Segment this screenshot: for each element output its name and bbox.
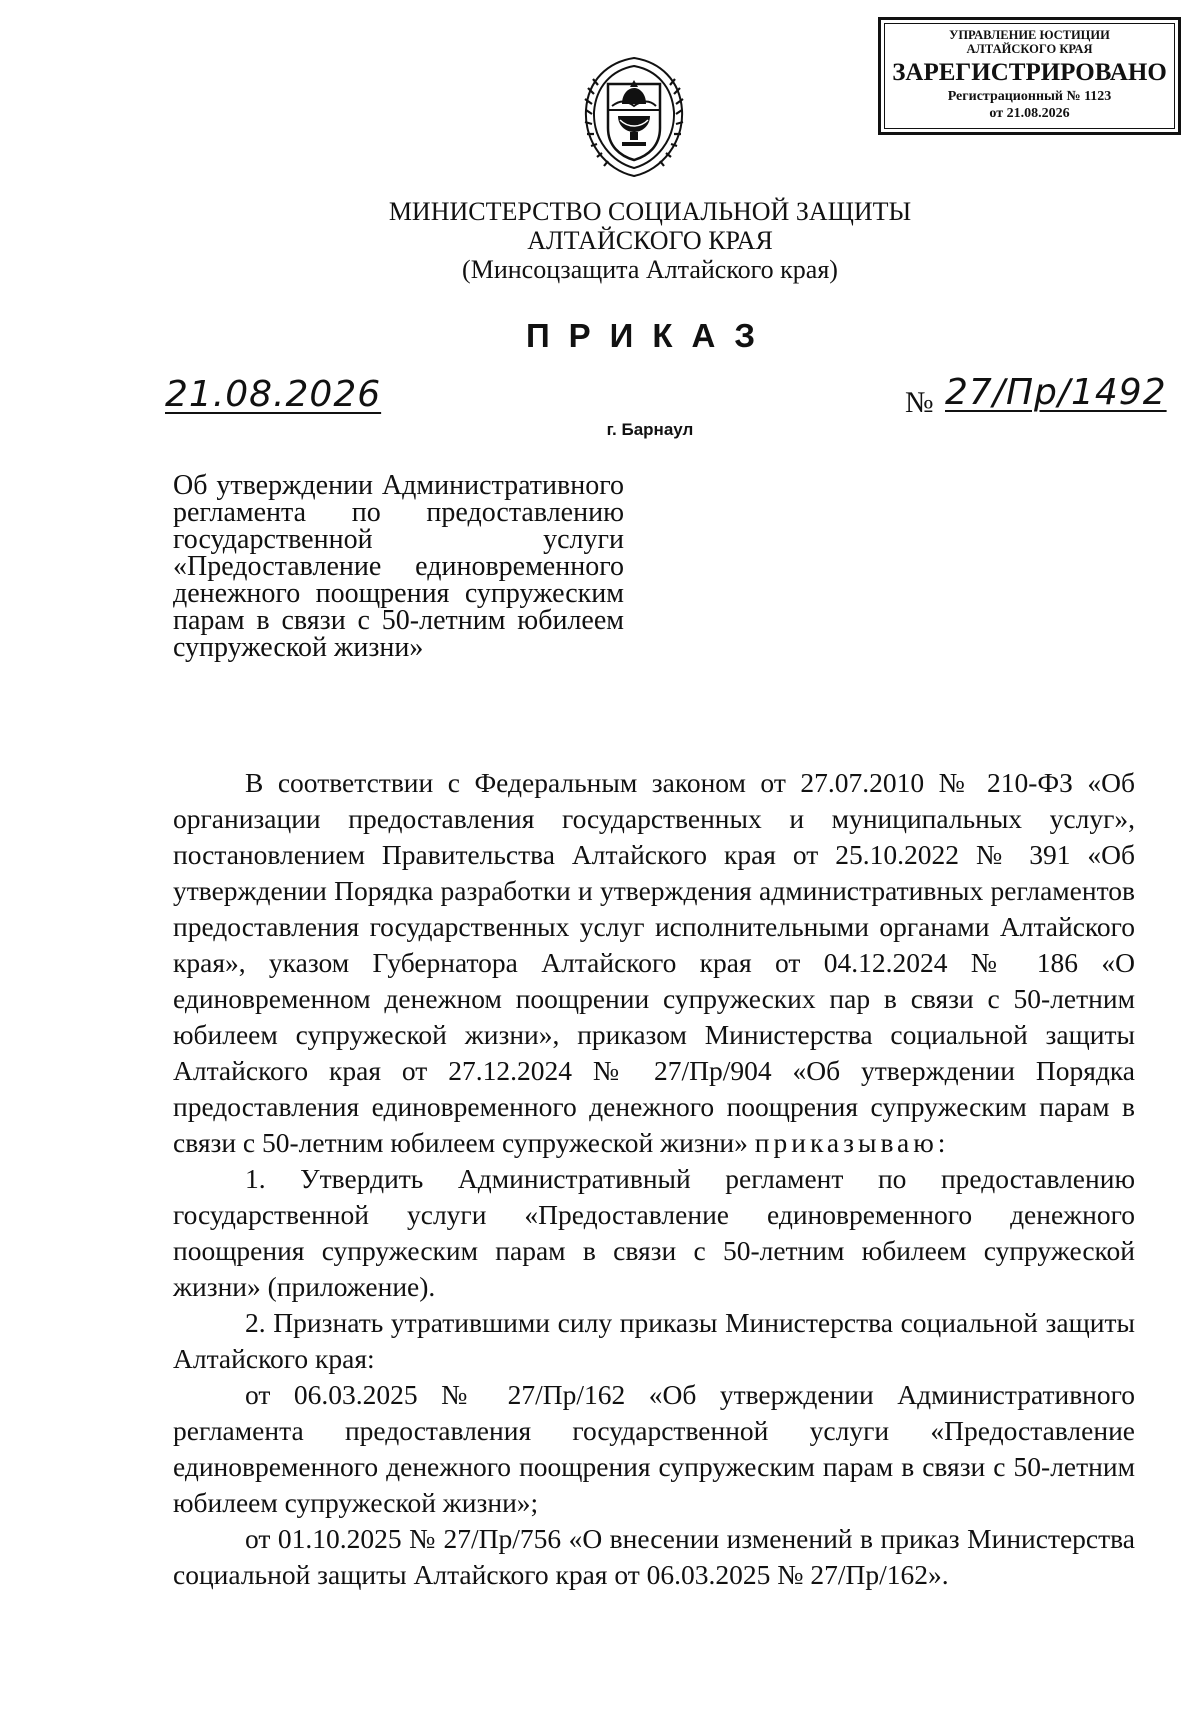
stamp-date: от 21.08.2026 bbox=[989, 106, 1070, 121]
item-2-a: от 06.03.2025 № 27/Пр/162 «Об утверждении Административного регламента предоставления государственной услуги «Предоставление единовременного денежного поощрения супружеским парам в связи с 50-летним юбилеем супружеской жизни»; bbox=[173, 1379, 1135, 1518]
preamble-text: В соответствии с Федеральным законом от 27.07.2010 № 210-ФЗ «Об организации предоставления государственных и муниципальных услуг», постановлением Правительства Алтайского края от 25.10.2022 № 391 «Об утверждении Порядка разработки и утверждения административных регламентов предоставления государственных услуг исполнительными органами Алтайского края», указом Губернатора Алтайского края от 04.12.2024 № 186 «О единовременном денежном поощрении супружеских пар в связи с 50-летним юбилеем супружеской жизни», приказом Министерства социальной защиты Алтайского края от 27.12.2024 № 27/Пр/904 «Об утверждении Порядка предоставления единовременного денежного поощрения супружеским парам в связи с 50-летним юбилеем супружеской жизни» bbox=[173, 767, 1135, 1158]
order-number: 27/Пр/1492 bbox=[945, 372, 1167, 413]
registration-stamp bbox=[878, 17, 1181, 135]
preamble-paragraph bbox=[173, 765, 1135, 1161]
order-subject: Об утверждении Административного регламента по предоставлению государственной услуги «Предоставление единовременного денежного поощрения супружеским парам в связи с 50-летним юбилеем супружеской жизни» bbox=[173, 470, 624, 663]
document-type-title: ПРИКАЗ bbox=[525, 317, 775, 354]
ministry-name-line2: АЛТАЙСКОГО КРАЯ bbox=[527, 226, 773, 255]
item-2-b: от 01.10.2025 № 27/Пр/756 «О внесении изменений в приказ Министерства социальной защиты Алтайского края от 06.03.2025 № 27/Пр/162». bbox=[173, 1523, 1135, 1590]
item-2: 2. Признать утратившими силу приказы Министерства социальной защиты Алтайского края: bbox=[173, 1307, 1135, 1374]
ministry-header bbox=[0, 197, 1200, 284]
city: г. Барнаул bbox=[606, 420, 694, 439]
stamp-registration-number: Регистрационный № 1123 bbox=[947, 89, 1112, 104]
ministry-name-line1: МИНИСТЕРСТВО СОЦИАЛЬНОЙ ЗАЩИТЫ bbox=[388, 197, 912, 226]
ministry-short-name: (Минсоцзащита Алтайского края) bbox=[462, 255, 838, 284]
order-number-label: № bbox=[905, 386, 934, 419]
decree-word: приказываю: bbox=[754, 1127, 950, 1158]
altai-krai-coat-of-arms-icon bbox=[578, 54, 690, 180]
order-body bbox=[173, 765, 1135, 1593]
stamp-organization-line2: АЛТАЙСКОГО КРАЯ bbox=[966, 42, 1093, 56]
stamp-organization-line1: УПРАВЛЕНИЕ ЮСТИЦИИ bbox=[949, 28, 1110, 42]
order-date: 21.08.2026 bbox=[165, 374, 382, 415]
stamp-status: ЗАРЕГИСТРИРОВАНО bbox=[892, 59, 1167, 86]
item-1: 1. Утвердить Административный регламент по предоставлению государственной услуги «Предоставление единовременного денежного поощрения супружеским парам в связи с 50-летним юбилеем супружеской жизни» (приложение). bbox=[173, 1163, 1135, 1302]
registration-stamp-inner bbox=[884, 23, 1175, 129]
